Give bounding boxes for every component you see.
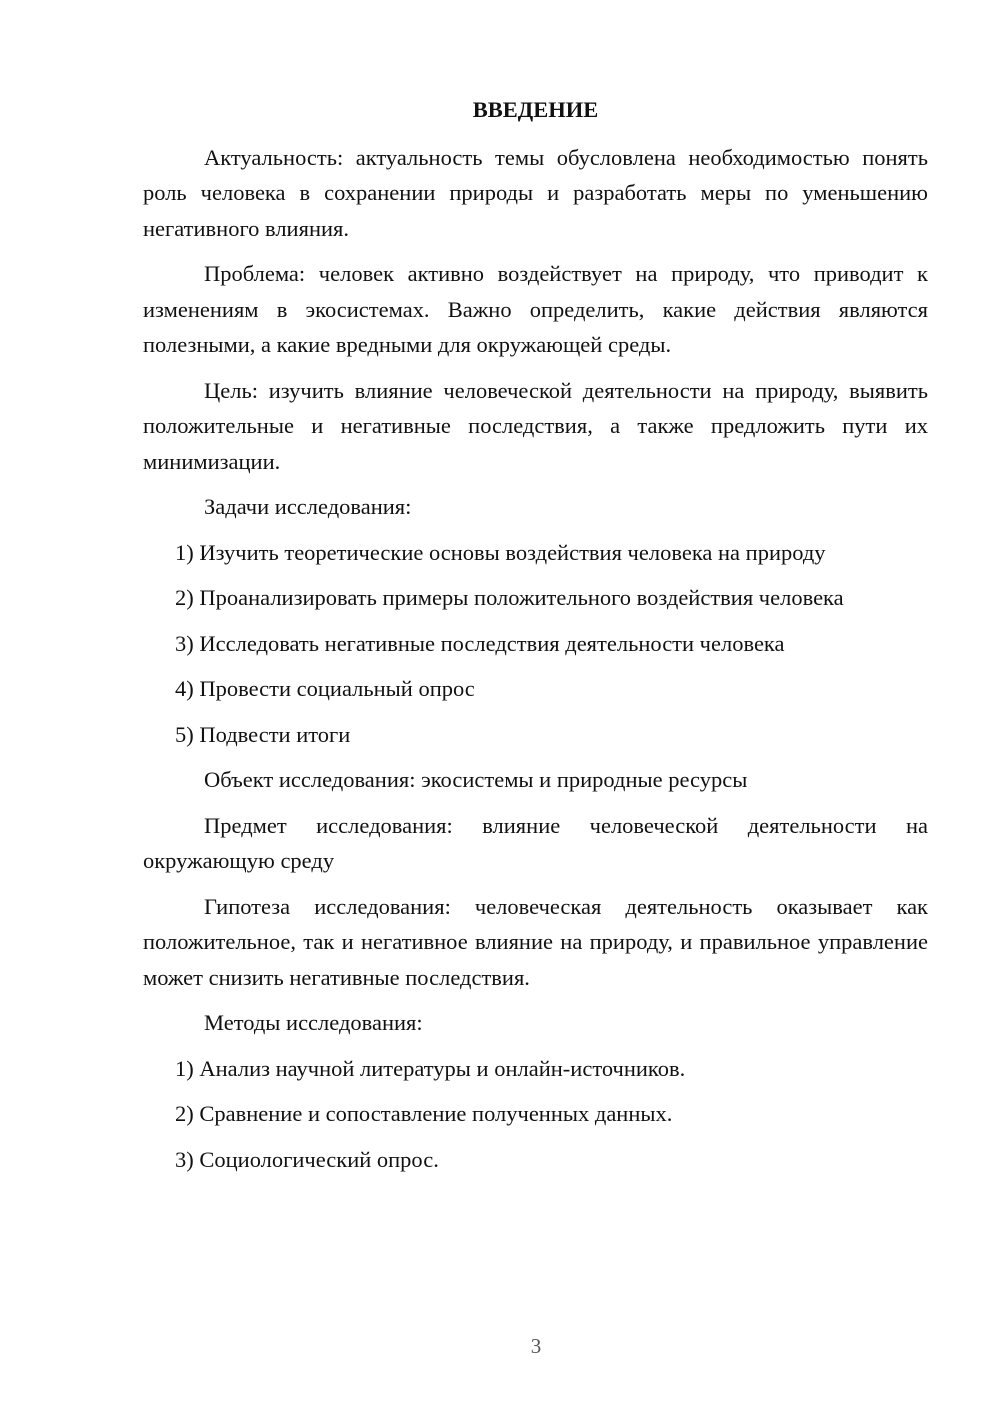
list-item: 5) Подвести итоги bbox=[175, 721, 351, 747]
list-item: 3) Социологический опрос. bbox=[175, 1146, 439, 1172]
methods-list bbox=[143, 1051, 928, 1178]
list-item: 1) Изучить теоретические основы воздействия человека на природу bbox=[175, 539, 826, 565]
paragraph-subject: Предмет исследования: влияние человеческой деятельности на окружающую среду bbox=[143, 812, 928, 873]
paragraph-problem: Проблема: человек активно воздействует на природу, что приводит к изменениям в экосистемах. Важно определить, какие действия являются полезными, а какие вредными для окружающей среды. bbox=[143, 261, 928, 357]
page-number: 3 bbox=[530, 1334, 542, 1358]
list-item: 1) Анализ научной литературы и онлайн-источников. bbox=[175, 1055, 686, 1081]
paragraph-hypothesis: Гипотеза исследования: человеческая деятельность оказывает как положительное, так и негативное влияние на природу, и правильное управление может снизить негативные последствия. bbox=[143, 893, 928, 990]
list-item: 3) Исследовать негативные последствия деятельности человека bbox=[175, 630, 785, 656]
paragraph-goal: Цель: изучить влияние человеческой деятельности на природу, выявить положительные и негативные последствия, а также предложить пути их минимизации. bbox=[143, 377, 928, 474]
paragraph-relevance: Актуальность: актуальность темы обусловлена необходимостью понять роль человека в сохранении природы и разработать меры по уменьшению негативного влияния. bbox=[143, 144, 928, 241]
page-content bbox=[143, 92, 928, 1187]
paragraph-object: Объект исследования: экосистемы и природные ресурсы bbox=[204, 767, 748, 792]
methods-heading: Методы исследования: bbox=[204, 1010, 423, 1035]
list-item: 2) Сравнение и сопоставление полученных данных. bbox=[175, 1101, 673, 1126]
list-item: 2) Проанализировать примеры положительного воздействия человека bbox=[175, 585, 844, 610]
list-item: 4) Провести социальный опрос bbox=[175, 676, 475, 701]
page-title: ВВЕДЕНИЕ bbox=[472, 97, 599, 122]
tasks-heading: Задачи исследования: bbox=[204, 494, 412, 519]
tasks-list bbox=[143, 535, 928, 753]
